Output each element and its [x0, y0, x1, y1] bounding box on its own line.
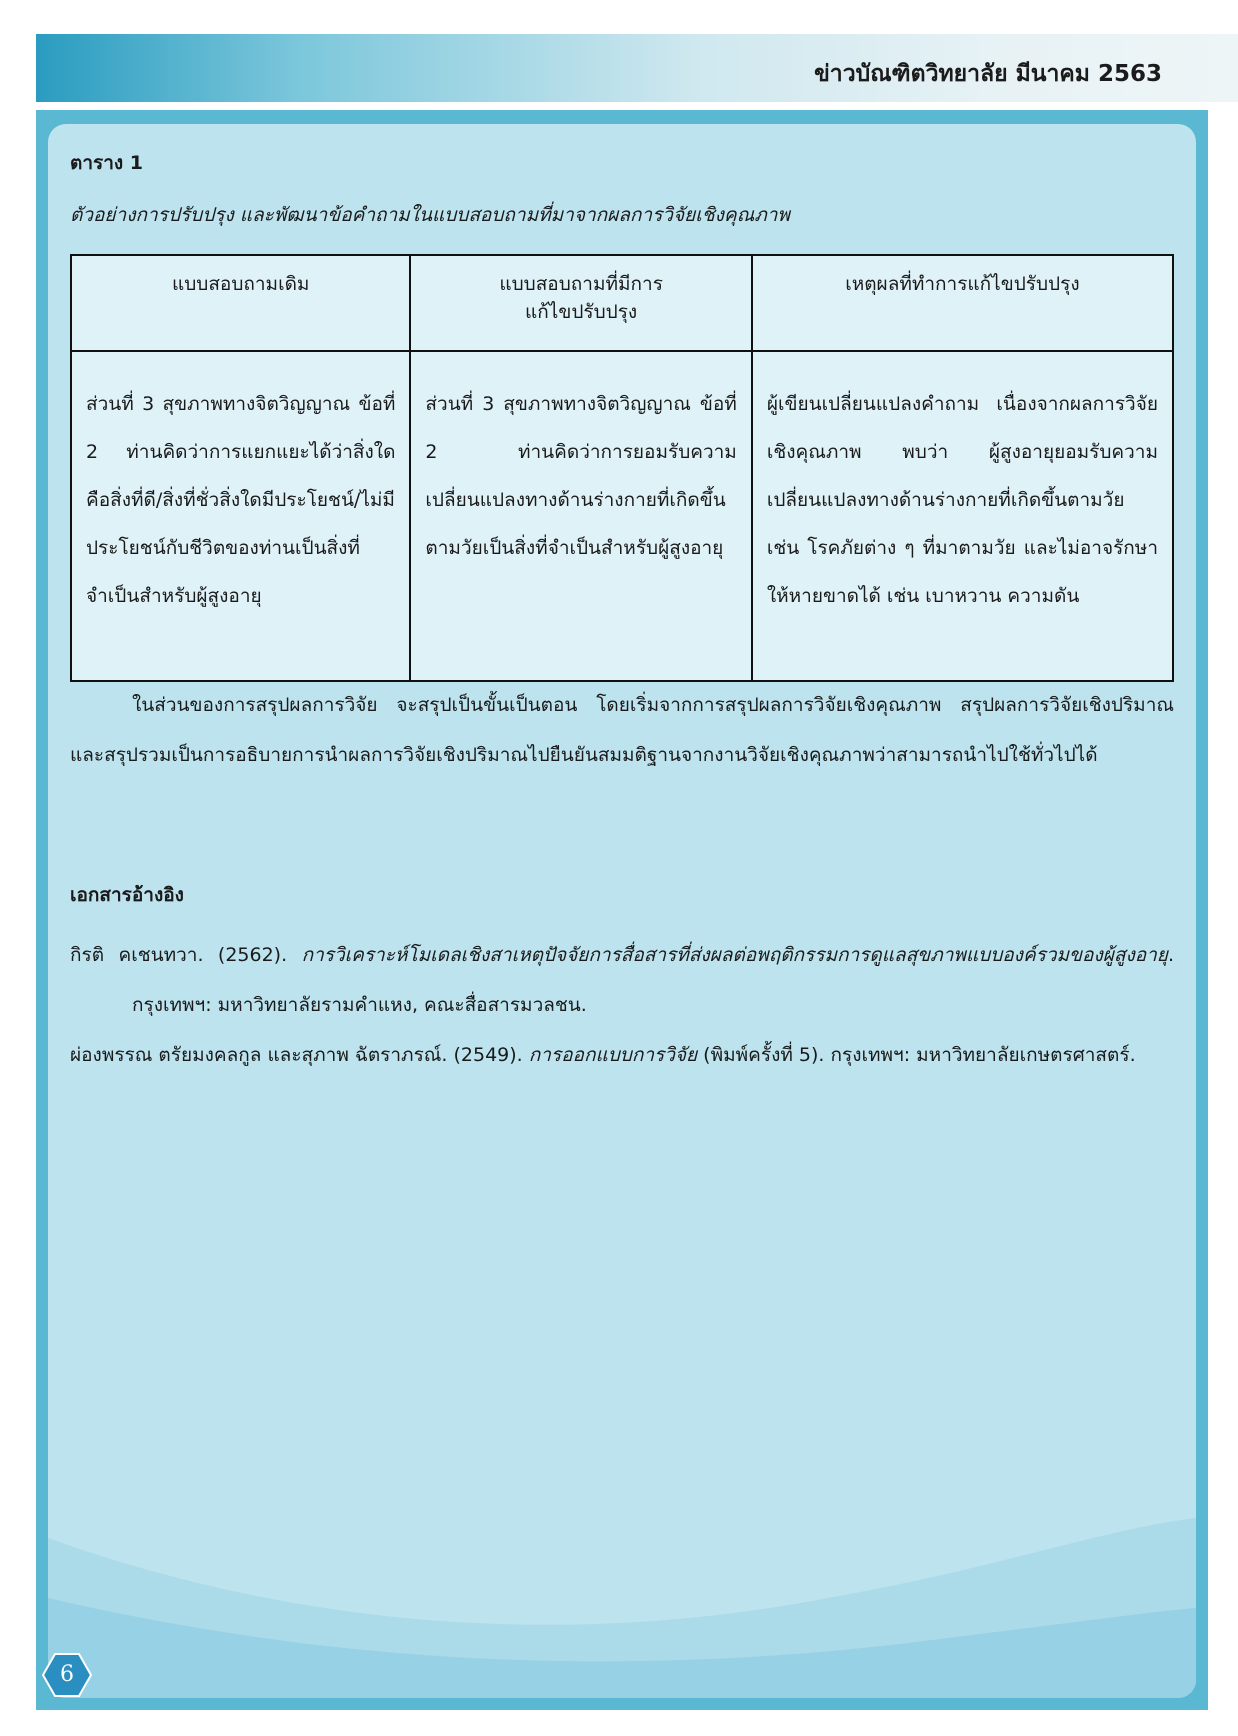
header-original: แบบสอบถามเดิม: [71, 255, 410, 351]
content: [70, 140, 1175, 1066]
decorative-wave: [48, 1398, 1196, 1698]
table-label: ตาราง 1: [70, 152, 143, 174]
table-header-row: [71, 255, 1173, 351]
reference-rest: . กรุงเทพฯ: มหาวิทยาลัยรามคำแหง, คณะสื่อสารมวลชน.: [132, 944, 1174, 1016]
reference-item: [70, 930, 1174, 1030]
reference-title: การวิเคราะห์โมเดลเชิงสาเหตุปัจจัยการสื่อสารที่ส่งผลต่อพฤติกรรมการดูแลสุขภาพแบบองค์รวมของผู้สูงอายุ: [301, 944, 1168, 966]
comparison-table: [70, 254, 1174, 682]
references-list: [70, 930, 1174, 1080]
header-reason: เหตุผลที่ทำการแก้ไขปรับปรุง: [752, 255, 1173, 351]
references-heading: เอกสารอ้างอิง: [70, 884, 184, 906]
reference-item: [70, 1030, 1174, 1080]
cell-reason: ผู้เขียนเปลี่ยนแปลงคำถาม เนื่องจากผลการวิจัยเชิงคุณภาพ พบว่า ผู้สูงอายุยอมรับความเปลี่ยนแปลงทางด้านร่างกายที่เกิดขึ้นตามวัย เช่น โรคภัยต่าง ๆ ที่มาตามวัย และไม่อาจรักษาให้หายขาดได้ เช่น เบาหวาน ความดัน: [752, 351, 1173, 681]
reference-author: กิรติ คเชนทวา. (2562).: [70, 944, 302, 966]
body-paragraph: ในส่วนของการสรุปผลการวิจัย จะสรุปเป็นขั้นเป็นตอน โดยเริ่มจากการสรุปผลการวิจัยเชิงคุณภาพ สรุปผลการวิจัยเชิงปริมาณ และสรุปรวมเป็นการอธิบายการนำผลการวิจัยเชิงปริมาณไปยืนยันสมมติฐานจากงานวิจัยเชิงคุณภาพว่าสามารถนำไปใช้ทั่วไปได้: [70, 694, 1174, 766]
page-number: 6: [60, 1662, 74, 1687]
reference-rest: (พิมพ์ครั้งที่ 5). กรุงเทพฯ: มหาวิทยาลัยเกษตรศาสตร์.: [697, 1044, 1136, 1066]
table-row: [71, 351, 1173, 681]
reference-title: การออกแบบการวิจัย: [528, 1044, 698, 1066]
table-caption: ตัวอย่างการปรับปรุง และพัฒนาข้อคำถามในแบบสอบถามที่มาจากผลการวิจัยเชิงคุณภาพ: [70, 204, 790, 226]
cell-revised: ส่วนที่ 3 สุขภาพทางจิตวิญญาณ ข้อที่ 2 ท่านคิดว่าการยอมรับความเปลี่ยนแปลงทางด้านร่างกายที่เกิดขึ้นตามวัยเป็นสิ่งที่จำเป็นสำหรับผู้สูงอายุ: [410, 351, 751, 681]
header-revised: แบบสอบถามที่มีการ แก้ไขปรับปรุง: [410, 255, 751, 351]
header-title: ข่าวบัณฑิตวิทยาลัย มีนาคม 2563: [814, 61, 1162, 87]
reference-author: ผ่องพรรณ ตรัยมงคลกูล และสุภาพ ฉัตราภรณ์. (2549).: [70, 1044, 529, 1066]
cell-original: ส่วนที่ 3 สุขภาพทางจิตวิญญาณ ข้อที่ 2 ท่านคิดว่าการแยกแยะได้ว่าสิ่งใดคือสิ่งที่ดี/สิ่งที่ชั่วสิ่งใดมีประโยชน์/ไม่มีประโยชน์กับชีวิตของท่านเป็นสิ่งที่จำเป็นสำหรับผู้สูงอายุ: [71, 351, 410, 681]
